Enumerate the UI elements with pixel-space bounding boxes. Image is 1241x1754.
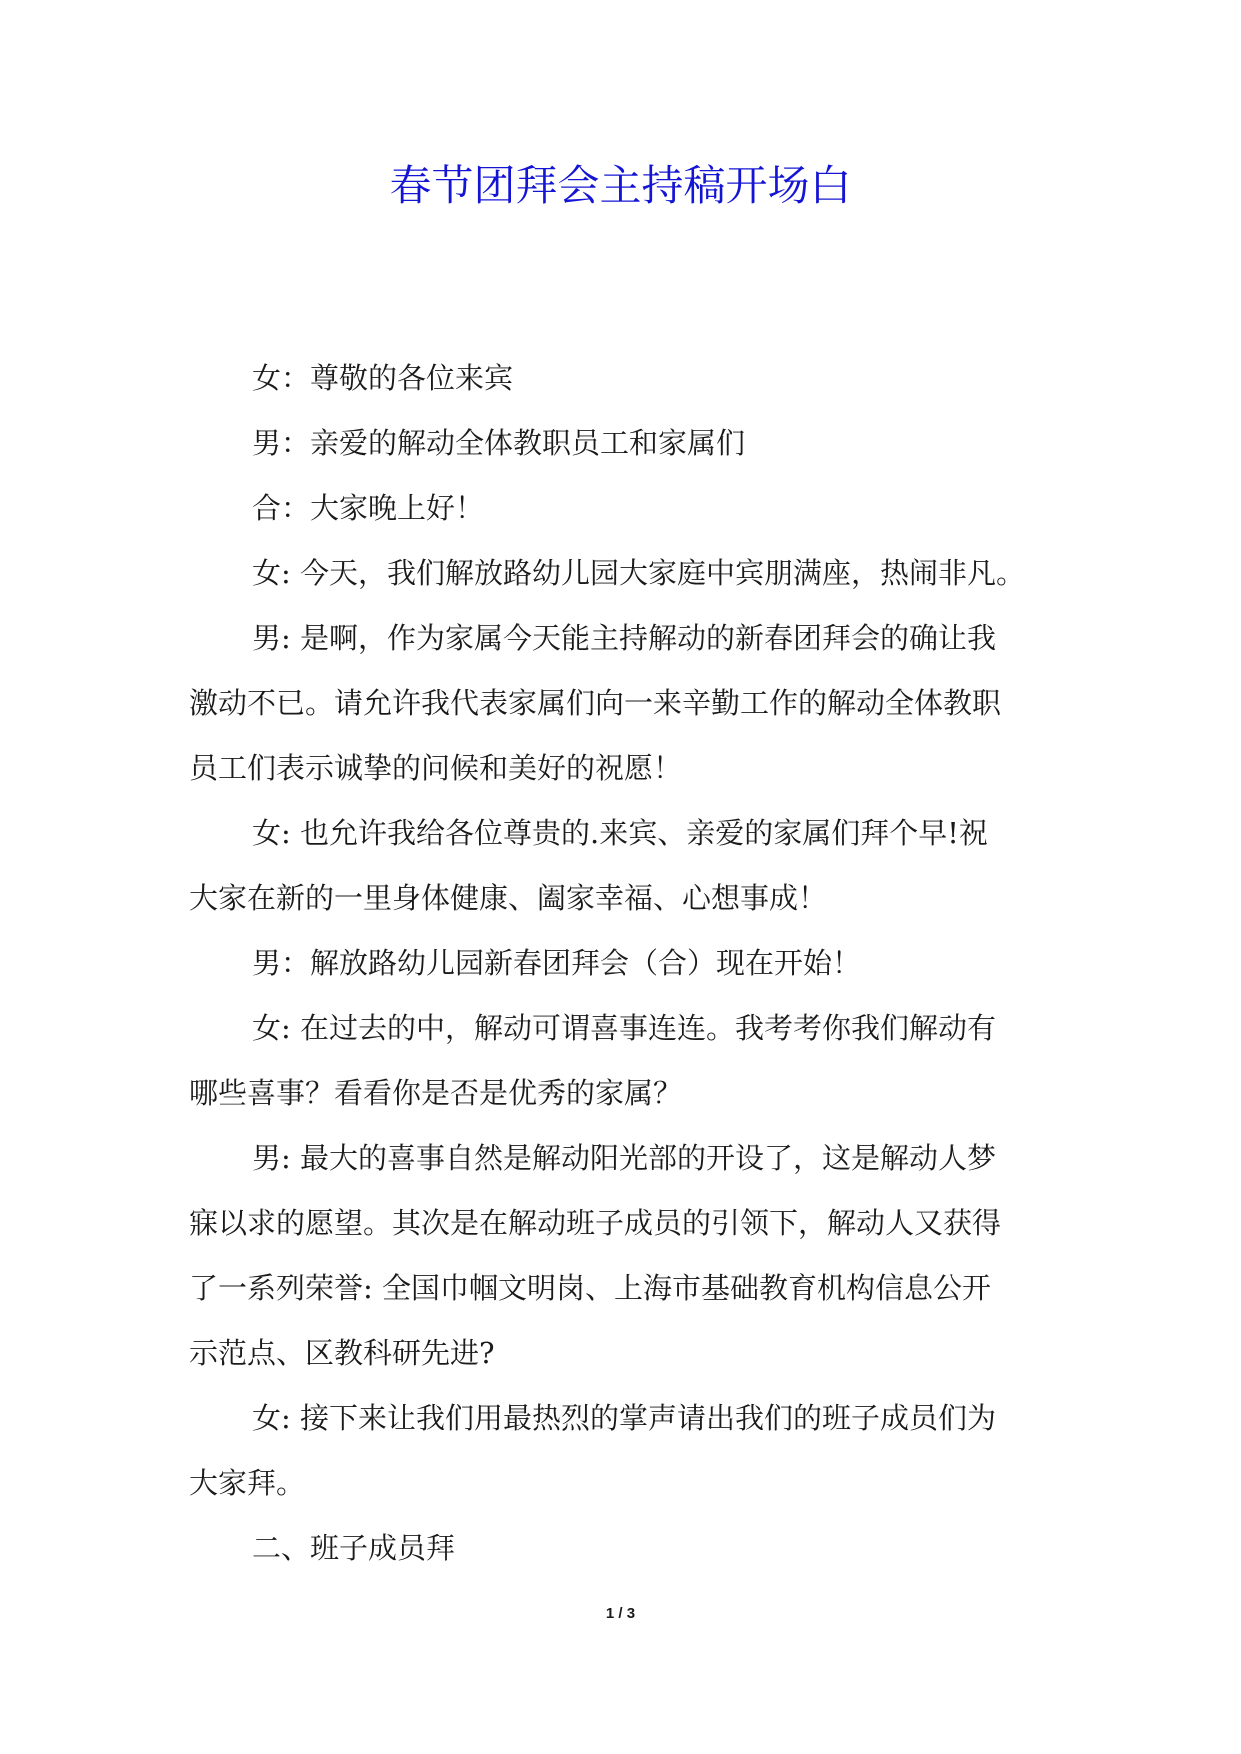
dialogue-line: 大家拜。: [189, 1466, 306, 1500]
dialogue-line: 了一系列荣誉: 全国巾帼文明岗、上海市基础教育机构信息公开: [189, 1271, 991, 1305]
dialogue-line: 员工们表示诚挚的问候和美好的祝愿！: [189, 751, 683, 785]
dialogue-line: 女: 接下来让我们用最热烈的掌声请出我们的班子成员们为: [252, 1401, 996, 1435]
dialogue-line: 女: 也允许我给各位尊贵的.来宾、亲爱的家属们拜个早!祝: [252, 816, 988, 850]
section-heading: 二、班子成员拜: [252, 1531, 456, 1565]
dialogue-line: 寐以求的愿望。其次是在解动班子成员的引领下，解动人又获得: [189, 1206, 1002, 1240]
dialogue-line: 男: 最大的喜事自然是解动阳光部的开设了，这是解动人梦: [252, 1141, 996, 1175]
dialogue-line: 女：尊敬的各位来宾: [252, 361, 514, 395]
dialogue-line: 哪些喜事？看看你是否是优秀的家属？: [189, 1076, 683, 1110]
dialogue-line: 激动不已。请允许我代表家属们向一来辛勤工作的解动全体教职: [189, 686, 1002, 720]
dialogue-line: 男：亲爱的解动全体教职员工和家属们: [252, 426, 746, 460]
dialogue-line: 男: 是啊，作为家属今天能主持解动的新春团拜会的确让我: [252, 621, 996, 655]
document-title: 春节团拜会主持稿开场白: [389, 161, 852, 210]
dialogue-line: 合：大家晚上好！: [252, 491, 485, 525]
dialogue-line: 大家在新的一里身体健康、阖家幸福、心想事成！: [189, 881, 828, 915]
page-number: 1 / 3: [605, 1605, 636, 1622]
dialogue-line: 示范点、区教科研先进?: [189, 1336, 495, 1370]
dialogue-line: 女: 今天，我们解放路幼儿园大家庭中宾朋满座，热闹非凡。: [252, 556, 1025, 590]
dialogue-line: 女: 在过去的中，解动可谓喜事连连。我考考你我们解动有: [252, 1011, 996, 1045]
dialogue-line: 男：解放路幼儿园新春团拜会（合）现在开始！: [252, 946, 862, 980]
